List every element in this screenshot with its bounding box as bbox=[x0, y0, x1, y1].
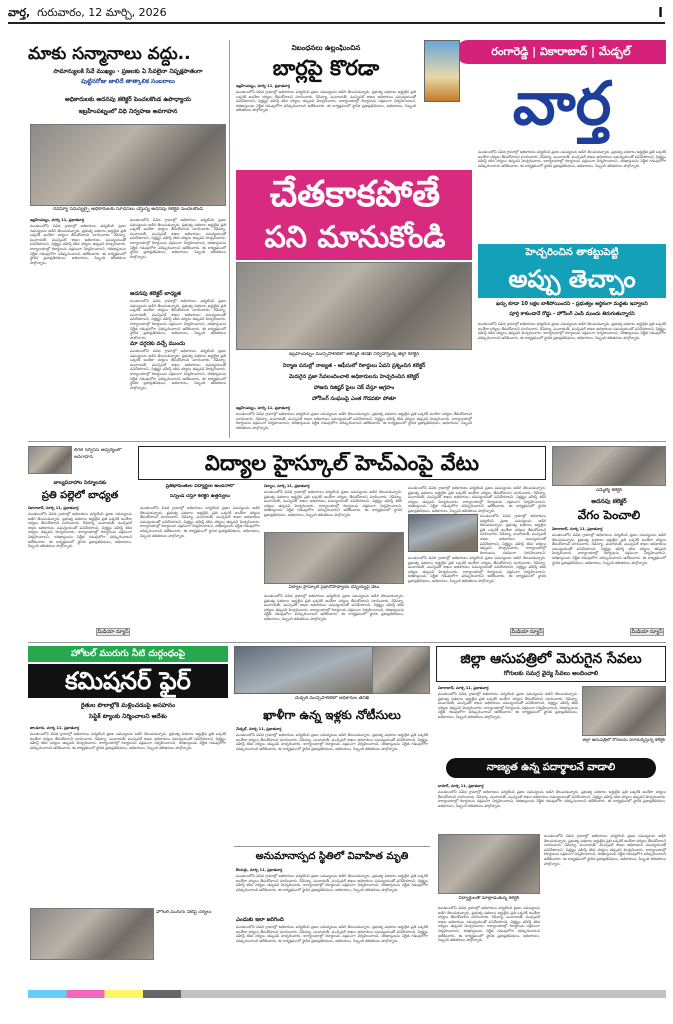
story6-photo bbox=[28, 446, 72, 474]
story5-headline: విద్యాల హైస్కూల్ హెచ్ఎంపై వేటు bbox=[204, 451, 480, 475]
story6-caption: లీగల్ సర్వీసెస్ ఆధ్వర్యంలో అవగాహన bbox=[74, 448, 122, 460]
story5-photo bbox=[264, 532, 404, 584]
story7-kicker: అదనపు కలెక్టర్ bbox=[591, 498, 627, 505]
story5-sub1: ప్రతిభావంతుల విద్యార్థుల అంచనాలో bbox=[165, 484, 235, 489]
story5-lead: విద్యాల, మార్చి 11, ప్రభాతవార్త bbox=[264, 484, 310, 488]
right-column-body: మండలంలోని వివిధ గ్రామాల్లో అధికారులు పర్యటించి ప్రజల సమస్యలను అడిగి తెలుసుకున్నారు. ప్రభుత్వ పథకాలు అర్హులైన ప్రతి ఒక్కరికీ అందేలా చర్యలు తీసుకోవాలని సూచించారు. రెవెన్యూ, పంచాయతీ, మున్సిపల్ శాఖల అధికారులు సమన్వయంతో పనిచేయాలని, నిర్లక్ష్యం వహిస్తే కఠిన చర్యలు తప్పవని హెచ్చరించారు. కార్యాలయాల్లో రికార్డులను సక్రమంగా నిర్వహించాలని, దరఖాస్తులను నిర్ణీత గడువులోగా పరిష్కరించాలని ఆదేశించారు. ఈ కార్యక్రమంలో స్థానిక ప్రజాప్రతినిధులు, అధికారులు, సిబ్బంది తదితరులు పాల్గొన్నారు. bbox=[478, 150, 666, 168]
page-header bbox=[8, 6, 665, 24]
story3-headline1: చేతకాకపోతే bbox=[269, 174, 441, 215]
district-banner bbox=[456, 40, 666, 64]
story12-body: మండలంలోని వివిధ గ్రామాల్లో అధికారులు పర్యటించి ప్రజల సమస్యలను అడిగి తెలుసుకున్నారు. ప్రభుత్వ పథకాలు అర్హులైన ప్రతి ఒక్కరికీ అందేలా చర్యలు తీసుకోవాలని సూచించారు. రెవెన్యూ, పంచాయతీ, మున్సిపల్ శాఖల అధికారులు సమన్వయంతో పనిచేయాలని, నిర్లక్ష్యం వహిస్తే కఠిన చర్యలు తప్పవని హెచ్చరించారు. కార్యాలయాల్లో రికార్డులను సక్రమంగా నిర్వహించాలని, దరఖాస్తులను నిర్ణీత గడువులోగా పరిష్కరించాలని ఆదేశించారు. ఈ కార్యక్రమంలో స్థానిక ప్రజాప్రతినిధులు, అధికారులు, సిబ్బంది తదితరులు పాల్గొన్నారు. bbox=[438, 790, 666, 808]
story9-headline: ఖాళీగా ఉన్న ఇళ్లకు నోటీసులు bbox=[263, 708, 401, 722]
story3-sub4: హోసింగ్ సంఘంపై ఎంత గొడవకూ పోతూ bbox=[312, 396, 396, 402]
story1-sub2: పుట్టినరోజు జాలిదే తాత్కాలిక సంబరాలు bbox=[81, 78, 175, 85]
divider-2 bbox=[28, 642, 666, 643]
paper-name: వార్త, bbox=[8, 6, 31, 19]
story5-body-right3: మండలంలోని వివిధ గ్రామాల్లో అధికారులు పర్యటించి ప్రజల సమస్యలను అడిగి తెలుసుకున్నారు. ప్రభుత్వ పథకాలు అర్హులైన ప్రతి ఒక్కరికీ అందేలా చర్యలు తీసుకోవాలని సూచించారు. రెవెన్యూ, పంచాయతీ, మున్సిపల్ శాఖల అధికారులు సమన్వయంతో పనిచేయాలని, నిర్లక్ష్యం వహిస్తే కఠిన చర్యలు తప్పవని హెచ్చరించారు. కార్యాలయాల్లో రికార్డులను సక్రమంగా నిర్వహించాలని, దరఖాస్తులను నిర్ణీత గడువులోగా పరిష్కరించాలని ఆదేశించారు. ఈ కార్యక్రమంలో స్థానిక ప్రజాప్రతినిధులు, అధికారులు, సిబ్బంది తదితరులు పాల్గొన్నారు. bbox=[408, 556, 546, 583]
story7-body: మండలంలోని వివిధ గ్రామాల్లో అధికారులు పర్యటించి ప్రజల సమస్యలను అడిగి తెలుసుకున్నారు. ప్రభుత్వ పథకాలు అర్హులైన ప్రతి ఒక్కరికీ అందేలా చర్యలు తీసుకోవాలని సూచించారు. రెవెన్యూ, పంచాయతీ, మున్సిపల్ శాఖల అధికారులు సమన్వయంతో పనిచేయాలని, నిర్లక్ష్యం వహిస్తే కఠిన చర్యలు తప్పవని హెచ్చరించారు. కార్యాలయాల్లో రికార్డులను సక్రమంగా నిర్వహించాలని, దరఖాస్తులను నిర్ణీత గడువులోగా పరిష్కరించాలని ఆదేశించారు. ఈ కార్యక్రమంలో స్థానిక ప్రజాప్రతినిధులు, అధికారులు, సిబ్బంది తదితరులు పాల్గొన్నారు. bbox=[552, 533, 666, 565]
story5-body: మండలంలోని వివిధ గ్రామాల్లో అధికారులు పర్యటించి ప్రజల సమస్యలను అడిగి తెలుసుకున్నారు. ప్రభుత్వ పథకాలు అర్హులైన ప్రతి ఒక్కరికీ అందేలా చర్యలు తీసుకోవాలని సూచించారు. రెవెన్యూ, పంచాయతీ, మున్సిపల్ శాఖల అధికారులు సమన్వయంతో పనిచేయాలని, నిర్లక్ష్యం వహిస్తే కఠిన చర్యలు తప్పవని హెచ్చరించారు. కార్యాలయాల్లో రికార్డులను సక్రమంగా నిర్వహించాలని, దరఖాస్తులను నిర్ణీత గడువులోగా పరిష్కరించాలని ఆదేశించారు. ఈ కార్యక్రమంలో స్థానిక ప్రజాప్రతినిధులు, అధికారులు, సిబ్బంది తదితరులు పాల్గొన్నారు. bbox=[264, 490, 402, 517]
reporter-badge-3: మీడియా న్యూస్ bbox=[631, 629, 663, 635]
story9-caption: మేడ్చల్ మున్సిపాలిటీలో అధికారుల తనిఖీ bbox=[294, 696, 370, 701]
story2-headline: బార్లపై కొరడా bbox=[272, 56, 380, 80]
story12-lead: ధారూర్, మార్చి 11, ప్రభాతవార్త bbox=[438, 784, 484, 788]
story1-lead: ఇబ్రహీంపట్నం, మార్చి 11, ప్రభాతవార్త bbox=[30, 218, 84, 222]
story1-body: మండలంలోని వివిధ గ్రామాల్లో అధికారులు పర్యటించి ప్రజల సమస్యలను అడిగి తెలుసుకున్నారు. ప్రభుత్వ పథకాలు అర్హులైన ప్రతి ఒక్కరికీ అందేలా చర్యలు తీసుకోవాలని సూచించారు. రెవెన్యూ, పంచాయతీ, మున్సిపల్ శాఖల అధికారులు సమన్వయంతో పనిచేయాలని, నిర్లక్ష్యం వహిస్తే కఠిన చర్యలు తప్పవని హెచ్చరించారు. కార్యాలయాల్లో రికార్డులను సక్రమంగా నిర్వహించాలని, దరఖాస్తులను నిర్ణీత గడువులోగా పరిష్కరించాలని ఆదేశించారు. ఈ కార్యక్రమంలో స్థానిక ప్రజాప్రతినిధులు, అధికారులు, సిబ్బంది తదితరులు పాల్గొన్నారు. bbox=[30, 224, 126, 265]
story10-headline: అనుమానాస్పద స్థితిలో వివాహిత మృతి bbox=[255, 851, 409, 862]
story12-photo bbox=[438, 834, 540, 894]
story12-body3: మండలంలోని వివిధ గ్రామాల్లో అధికారులు పర్యటించి ప్రజల సమస్యలను అడిగి తెలుసుకున్నారు. ప్రభుత్వ పథకాలు అర్హులైన ప్రతి ఒక్కరికీ అందేలా చర్యలు తీసుకోవాలని సూచించారు. రెవెన్యూ, పంచాయతీ, మున్సిపల్ శాఖల అధికారులు సమన్వయంతో పనిచేయాలని, నిర్లక్ష్యం వహిస్తే కఠిన చర్యలు తప్పవని హెచ్చరించారు. కార్యాలయాల్లో రికార్డులను సక్రమంగా నిర్వహించాలని, దరఖాస్తులను నిర్ణీత గడువులోగా పరిష్కరించాలని ఆదేశించారు. ఈ కార్యక్రమంలో స్థానిక ప్రజాప్రతినిధులు, అధికారులు, సిబ్బంది తదితరులు పాల్గొన్నారు. bbox=[438, 906, 540, 943]
story11-body: మండలంలోని వివిధ గ్రామాల్లో అధికారులు పర్యటించి ప్రజల సమస్యలను అడిగి తెలుసుకున్నారు. ప్రభుత్వ పథకాలు అర్హులైన ప్రతి ఒక్కరికీ అందేలా చర్యలు తీసుకోవాలని సూచించారు. రెవెన్యూ, పంచాయతీ, మున్సిపల్ శాఖల అధికారులు సమన్వయంతో పనిచేయాలని, నిర్లక్ష్యం వహిస్తే కఠిన చర్యలు తప్పవని హెచ్చరించారు. కార్యాలయాల్లో రికార్డులను సక్రమంగా నిర్వహించాలని, దరఖాస్తులను నిర్ణీత గడువులోగా పరిష్కరించాలని ఆదేశించారు. ఈ కార్యక్రమంలో స్థానిక ప్రజాప్రతినిధులు, అధికారులు, సిబ్బంది తదితరులు పాల్గొన్నారు. bbox=[438, 692, 578, 719]
story6-headline: ప్రతి పల్లెలో బాధ్యత bbox=[41, 490, 119, 501]
issue-date: గురువారం, 12 మార్చి, 2026 bbox=[37, 6, 167, 19]
story4-body: మండలంలోని వివిధ గ్రామాల్లో అధికారులు పర్యటించి ప్రజల సమస్యలను అడిగి తెలుసుకున్నారు. ప్రభుత్వ పథకాలు అర్హులైన ప్రతి ఒక్కరికీ అందేలా చర్యలు తీసుకోవాలని సూచించారు. రెవెన్యూ, పంచాయతీ, మున్సిపల్ శాఖల అధికారులు సమన్వయంతో పనిచేయాలని, నిర్లక్ష్యం వహిస్తే కఠిన చర్యలు తప్పవని హెచ్చరించారు. కార్యాలయాల్లో రికార్డులను సక్రమంగా నిర్వహించాలని, దరఖాస్తులను నిర్ణీత గడువులోగా పరిష్కరించాలని ఆదేశించారు. ఈ కార్యక్రమంలో స్థానిక ప్రజాప్రతినిధులు, అధికారులు, సిబ్బంది తదితరులు పాల్గొన్నారు. bbox=[478, 322, 666, 340]
story8-lead: తాండూరు, మార్చి 11, ప్రభాతవార్త bbox=[30, 726, 80, 730]
story9-photo2 bbox=[372, 646, 430, 694]
story3-sub1: నిర్మాణ పనుల్లో నాణ్యత - ఆఫీసులో రికార్డులు ఏవని ప్రశ్నించిన కలెక్టర్ bbox=[282, 363, 426, 369]
story1-photo bbox=[30, 124, 226, 206]
story9-lead: మేడ్చల్, మార్చి 11, ప్రభాతవార్త bbox=[236, 727, 282, 731]
story11-caption: జిల్లా ఆసుపత్రిలో రోగులను పరామర్శిస్తున్న కలెక్టర్ bbox=[582, 738, 666, 743]
story4-headline: అప్పు తెచ్చాం bbox=[508, 265, 636, 293]
story11-headline: జిల్లా ఆసుపత్రిలో మెరుగైన సేవలు bbox=[460, 651, 642, 667]
story10-subhead: ఎందుకు ఇలా జరిగింది bbox=[236, 917, 284, 923]
district-names: రంగారెడ్డి | వికారాబాద్ | మేడ్చల్ bbox=[491, 45, 631, 58]
story5-body-left: మండలంలోని వివిధ గ్రామాల్లో అధికారులు పర్యటించి ప్రజల సమస్యలను అడిగి తెలుసుకున్నారు. ప్రభుత్వ పథకాలు అర్హులైన ప్రతి ఒక్కరికీ అందేలా చర్యలు తీసుకోవాలని సూచించారు. రెవెన్యూ, పంచాయతీ, మున్సిపల్ శాఖల అధికారులు సమన్వయంతో పనిచేయాలని, నిర్లక్ష్యం వహిస్తే కఠిన చర్యలు తప్పవని హెచ్చరించారు. కార్యాలయాల్లో రికార్డులను సక్రమంగా నిర్వహించాలని, దరఖాస్తులను నిర్ణీత గడువులోగా పరిష్కరించాలని ఆదేశించారు. ఈ కార్యక్రమంలో స్థానిక ప్రజాప్రతినిధులు, అధికారులు, సిబ్బంది తదితరులు పాల్గొన్నారు. bbox=[140, 506, 260, 538]
story12-body2: మండలంలోని వివిధ గ్రామాల్లో అధికారులు పర్యటించి ప్రజల సమస్యలను అడిగి తెలుసుకున్నారు. ప్రభుత్వ పథకాలు అర్హులైన ప్రతి ఒక్కరికీ అందేలా చర్యలు తీసుకోవాలని సూచించారు. రెవెన్యూ, పంచాయతీ, మున్సిపల్ శాఖల అధికారులు సమన్వయంతో పనిచేయాలని, నిర్లక్ష్యం వహిస్తే కఠిన చర్యలు తప్పవని హెచ్చరించారు. కార్యాలయాల్లో రికార్డులను సక్రమంగా నిర్వహించాలని, దరఖాస్తులను నిర్ణీత గడువులోగా పరిష్కరించాలని ఆదేశించారు. ఈ కార్యక్రమంలో స్థానిక ప్రజాప్రతినిధులు, అధికారులు, సిబ్బంది తదితరులు పాల్గొన్నారు. bbox=[544, 834, 666, 866]
story3-sub3: హాజరు రిజిష్టర్ ఫైలు చెక్ చేస్తూ ఆగ్రహం bbox=[313, 385, 395, 391]
story10-lead: కొందుర్గు, మార్చి 11, ప్రభాతవార్త bbox=[236, 868, 283, 872]
story1-body2: మండలంలోని వివిధ గ్రామాల్లో అధికారులు పర్యటించి ప్రజల సమస్యలను అడిగి తెలుసుకున్నారు. ప్రభుత్వ పథకాలు అర్హులైన ప్రతి ఒక్కరికీ అందేలా చర్యలు తీసుకోవాలని సూచించారు. రెవెన్యూ, పంచాయతీ, మున్సిపల్ శాఖల అధికారులు సమన్వయంతో పనిచేయాలని, నిర్లక్ష్యం వహిస్తే కఠిన చర్యలు తప్పవని హెచ్చరించారు. కార్యాలయాల్లో రికార్డులను సక్రమంగా నిర్వహించాలని, దరఖాస్తులను నిర్ణీత గడువులోగా పరిష్కరించాలని ఆదేశించారు. ఈ కార్యక్రమంలో స్థానిక ప్రజాప్రతినిధులు, అధికారులు, సిబ్బంది తదితరులు పాల్గొన్నారు. bbox=[130, 218, 226, 259]
story3-lead: ఇబ్రహీంపట్నం, మార్చి 11, ప్రభాతవార్త bbox=[236, 406, 290, 410]
divider-3 bbox=[234, 846, 430, 847]
story8-body: మండలంలోని వివిధ గ్రామాల్లో అధికారులు పర్యటించి ప్రజల సమస్యలను అడిగి తెలుసుకున్నారు. ప్రభుత్వ పథకాలు అర్హులైన ప్రతి ఒక్కరికీ అందేలా చర్యలు తీసుకోవాలని సూచించారు. రెవెన్యూ, పంచాయతీ, మున్సిపల్ శాఖల అధికారులు సమన్వయంతో పనిచేయాలని, నిర్లక్ష్యం వహిస్తే కఠిన చర్యలు తప్పవని హెచ్చరించారు. కార్యాలయాల్లో రికార్డులను సక్రమంగా నిర్వహించాలని, దరఖాస్తులను నిర్ణీత గడువులోగా పరిష్కరించాలని ఆదేశించారు. ఈ కార్యక్రమంలో స్థానిక ప్రజాప్రతినిధులు, అధికారులు, సిబ్బంది తదితరులు పాల్గొన్నారు. bbox=[30, 732, 226, 750]
story4-sub2: పూర్తి కాకుండానే రోడ్డు - హోసింగ్ ఎంపీ ముందు తిరుగుతున్నారని bbox=[509, 311, 635, 317]
story7-photo bbox=[552, 446, 666, 486]
paper-logo: వార్త bbox=[512, 69, 612, 139]
story6-lead: వికారాబాద్, మార్చి 11, ప్రభాతవార్త bbox=[28, 506, 79, 510]
story3-headline2: పని మానుకోండి bbox=[264, 220, 446, 255]
story1-headline: మాకు సన్మానాలు వద్దు.. bbox=[28, 44, 191, 64]
story8-caption: హోటల్ మురుగు నీటిపై చర్యలు bbox=[156, 910, 212, 915]
story2-kicker: నిబంధనలు ఉల్లంఘించిన bbox=[291, 44, 361, 52]
story1-subhead: అదనపు కలెక్టర్ బాధ్యత bbox=[130, 291, 181, 297]
story4-sub: ఖర్చు కూడా 10 లక్షల బాకీపోయిందని - ప్రభుత్వం ఆర్థికంగా మద్దతు ఇవ్వాలని bbox=[496, 301, 648, 307]
story1-body4: మండలంలోని వివిధ గ్రామాల్లో అధికారులు పర్యటించి ప్రజల సమస్యలను అడిగి తెలుసుకున్నారు. ప్రభుత్వ పథకాలు అర్హులైన ప్రతి ఒక్కరికీ అందేలా చర్యలు తీసుకోవాలని సూచించారు. రెవెన్యూ, పంచాయతీ, మున్సిపల్ శాఖల అధికారులు సమన్వయంతో పనిచేయాలని, నిర్లక్ష్యం వహిస్తే కఠిన చర్యలు తప్పవని హెచ్చరించారు. కార్యాలయాల్లో రికార్డులను సక్రమంగా నిర్వహించాలని, దరఖాస్తులను నిర్ణీత గడువులోగా పరిష్కరించాలని ఆదేశించారు. ఈ కార్యక్రమంలో స్థానిక ప్రజాప్రతినిధులు, అధికారులు, సిబ్బంది తదితరులు పాల్గొన్నారు. bbox=[130, 349, 226, 390]
story5-caption: విద్యాల హైస్కూల్ ప్రధానోపాధ్యాయ చెన్నయ్యపై వేటు bbox=[288, 585, 380, 590]
story8-headline: కమిషనర్ ఫైర్ bbox=[65, 667, 191, 695]
story8-photo bbox=[30, 908, 154, 960]
story6-kicker: బాల్యవివాహాల నిర్మూలనకు bbox=[53, 480, 107, 486]
story1-caption: రెవెన్యూ సమస్యల్పై అధికారులకు సూచనలు చేస్తున్న అదనపు కలెక్టర్ పెంచలకొండ bbox=[53, 207, 203, 212]
story11-sub: రోగులకు సమగ్ర వైద్య సేవలు అందించాలి bbox=[503, 670, 599, 677]
story3-caption: ఇబ్రహీంపట్నం మున్సిపాలిటీలో ఆకస్మిక తనిఖీ నిర్వహిస్తున్న జిల్లా కలెక్టర్ bbox=[288, 352, 420, 357]
story6-body: మండలంలోని వివిధ గ్రామాల్లో అధికారులు పర్యటించి ప్రజల సమస్యలను అడిగి తెలుసుకున్నారు. ప్రభుత్వ పథకాలు అర్హులైన ప్రతి ఒక్కరికీ అందేలా చర్యలు తీసుకోవాలని సూచించారు. రెవెన్యూ, పంచాయతీ, మున్సిపల్ శాఖల అధికారులు సమన్వయంతో పనిచేయాలని, నిర్లక్ష్యం వహిస్తే కఠిన చర్యలు తప్పవని హెచ్చరించారు. కార్యాలయాల్లో రికార్డులను సక్రమంగా నిర్వహించాలని, దరఖాస్తులను నిర్ణీత గడువులోగా పరిష్కరించాలని ఆదేశించారు. ఈ కార్యక్రమంలో స్థానిక ప్రజాప్రతినిధులు, అధికారులు, సిబ్బంది తదితరులు పాల్గొన్నారు. bbox=[28, 512, 132, 549]
story8-sub2: సెఫ్టిక్ ట్యాంకు నిర్మించాలని ఆదేశం bbox=[89, 713, 167, 720]
story12-caption: విద్యార్థులతో మాట్లాడుతున్న కలెక్టర్ bbox=[458, 896, 520, 901]
story4-kicker: హెచ్చరించిన తాకట్టుపెట్టి bbox=[525, 247, 619, 258]
story10-body2: మండలంలోని వివిధ గ్రామాల్లో అధికారులు పర్యటించి ప్రజల సమస్యలను అడిగి తెలుసుకున్నారు. ప్రభుత్వ పథకాలు అర్హులైన ప్రతి ఒక్కరికీ అందేలా చర్యలు తీసుకోవాలని సూచించారు. రెవెన్యూ, పంచాయతీ, మున్సిపల్ శాఖల అధికారులు సమన్వయంతో పనిచేయాలని, నిర్లక్ష్యం వహిస్తే కఠిన చర్యలు తప్పవని హెచ్చరించారు. కార్యాలయాల్లో రికార్డులను సక్రమంగా నిర్వహించాలని, దరఖాస్తులను నిర్ణీత గడువులోగా పరిష్కరించాలని ఆదేశించారు. ఈ కార్యక్రమంలో స్థానిక ప్రజాప్రతినిధులు, అధికారులు, సిబ్బంది తదితరులు పాల్గొన్నారు. bbox=[236, 925, 428, 943]
story1-sub3: అధికారులకు అదనపు కలెక్టర్ పెంచలకొండ ఉపాధ్యాయ bbox=[64, 96, 192, 103]
story5-sub2: సస్పెండ్ చేస్తూ కలెక్టర్ ఉత్తర్వులు bbox=[169, 494, 231, 499]
story2-body: మండలంలోని వివిధ గ్రామాల్లో అధికారులు పర్యటించి ప్రజల సమస్యలను అడిగి తెలుసుకున్నారు. ప్రభుత్వ పథకాలు అర్హులైన ప్రతి ఒక్కరికీ అందేలా చర్యలు తీసుకోవాలని సూచించారు. రెవెన్యూ, పంచాయతీ, మున్సిపల్ శాఖల అధికారులు సమన్వయంతో పనిచేయాలని, నిర్లక్ష్యం వహిస్తే కఠిన చర్యలు తప్పవని హెచ్చరించారు. కార్యాలయాల్లో రికార్డులను సక్రమంగా నిర్వహించాలని, దరఖాస్తులను నిర్ణీత గడువులోగా పరిష్కరించాలని ఆదేశించారు. ఈ కార్యక్రమంలో స్థానిక ప్రజాప్రతినిధులు, అధికారులు, సిబ్బంది తదితరులు పాల్గొన్నారు. bbox=[236, 90, 416, 113]
column-divider bbox=[229, 40, 230, 438]
story11-lead: వికారాబాద్, మార్చి 11, ప్రభాతవార్త bbox=[438, 686, 489, 690]
story3-sub2: మెరుగైన ప్రజా సేవలందించాలి అధికారులను హెచ్చరించిన కలెక్టర్ bbox=[288, 374, 420, 380]
story1-sub4: ఇబ్రహీంపట్నంలో విధి నిర్వహణ అవగాహన bbox=[78, 108, 178, 115]
story10-body: మండలంలోని వివిధ గ్రామాల్లో అధికారులు పర్యటించి ప్రజల సమస్యలను అడిగి తెలుసుకున్నారు. ప్రభుత్వ పథకాలు అర్హులైన ప్రతి ఒక్కరికీ అందేలా చర్యలు తీసుకోవాలని సూచించారు. రెవెన్యూ, పంచాయతీ, మున్సిపల్ శాఖల అధికారులు సమన్వయంతో పనిచేయాలని, నిర్లక్ష్యం వహిస్తే కఠిన చర్యలు తప్పవని హెచ్చరించారు. కార్యాలయాల్లో రికార్డులను సక్రమంగా నిర్వహించాలని, దరఖాస్తులను నిర్ణీత గడువులోగా పరిష్కరించాలని ఆదేశించారు. ఈ కార్యక్రమంలో స్థానిక ప్రజాప్రతినిధులు, అధికారులు, సిబ్బంది తదితరులు పాల్గొన్నారు. bbox=[236, 874, 428, 892]
story7-caption: ఎమ్మెల్యే కలెక్టర్ bbox=[595, 488, 623, 493]
story1-sub1: సామాన్యులకి సేవే ముఖ్యం - ప్రజలకు ఏ సేవలైనా నిష్పక్షపాతంగా bbox=[53, 68, 203, 75]
registration-bar bbox=[28, 990, 666, 998]
story5-body-right: మండలంలోని వివిధ గ్రామాల్లో అధికారులు పర్యటించి ప్రజల సమస్యలను అడిగి తెలుసుకున్నారు. ప్రభుత్వ పథకాలు అర్హులైన ప్రతి ఒక్కరికీ అందేలా చర్యలు తీసుకోవాలని సూచించారు. రెవెన్యూ, పంచాయతీ, మున్సిపల్ శాఖల అధికారులు సమన్వయంతో పనిచేయాలని, నిర్లక్ష్యం వహిస్తే కఠిన చర్యలు తప్పవని హెచ్చరించారు. కార్యాలయాల్లో రికార్డులను సక్రమంగా నిర్వహించాలని, దరఖాస్తులను నిర్ణీత గడువులోగా పరిష్కరించాలని ఆదేశించారు. ఈ కార్యక్రమంలో స్థానిక ప్రజాప్రతినిధులు, అధికారులు, సిబ్బంది తదితరులు పాల్గొన్నారు. bbox=[408, 486, 546, 513]
story1-body3: మండలంలోని వివిధ గ్రామాల్లో అధికారులు పర్యటించి ప్రజల సమస్యలను అడిగి తెలుసుకున్నారు. ప్రభుత్వ పథకాలు అర్హులైన ప్రతి ఒక్కరికీ అందేలా చర్యలు తీసుకోవాలని సూచించారు. రెవెన్యూ, పంచాయతీ, మున్సిపల్ శాఖల అధికారులు సమన్వయంతో పనిచేయాలని, నిర్లక్ష్యం వహిస్తే కఠిన చర్యలు తప్పవని హెచ్చరించారు. కార్యాలయాల్లో రికార్డులను సక్రమంగా నిర్వహించాలని, దరఖాస్తులను నిర్ణీత గడువులోగా పరిష్కరించాలని ఆదేశించారు. ఈ కార్యక్రమంలో స్థానిక ప్రజాప్రతినిధులు, అధికారులు, సిబ్బంది తదితరులు పాల్గొన్నారు. bbox=[130, 299, 226, 339]
story8-kicker: హోటల్ మురుగు నీటి దుర్గంధంపై bbox=[70, 649, 186, 659]
story7-lead: వికారాబాద్, మార్చి 11, ప్రభాతవార్త bbox=[552, 527, 603, 531]
story1-subhead2: మా దగ్గరకు వచ్చే ముందు bbox=[130, 341, 185, 347]
story11-photo bbox=[582, 686, 666, 736]
story3-photo bbox=[236, 262, 472, 350]
story5-body-mid: మండలంలోని వివిధ గ్రామాల్లో అధికారులు పర్యటించి ప్రజల సమస్యలను అడిగి తెలుసుకున్నారు. ప్రభుత్వ పథకాలు అర్హులైన ప్రతి ఒక్కరికీ అందేలా చర్యలు తీసుకోవాలని సూచించారు. రెవెన్యూ, పంచాయతీ, మున్సిపల్ శాఖల అధికారులు సమన్వయంతో పనిచేయాలని, నిర్లక్ష్యం వహిస్తే కఠిన చర్యలు తప్పవని హెచ్చరించారు. కార్యాలయాల్లో రికార్డులను సక్రమంగా నిర్వహించాలని, దరఖాస్తులను నిర్ణీత గడువులోగా పరిష్కరించాలని ఆదేశించారు. ఈ కార్యక్రమంలో స్థానిక ప్రజాప్రతినిధులు, అధికారులు, సిబ్బంది తదితరులు పాల్గొన్నారు. bbox=[264, 594, 404, 621]
temple-image bbox=[424, 40, 460, 102]
story9-body: మండలంలోని వివిధ గ్రామాల్లో అధికారులు పర్యటించి ప్రజల సమస్యలను అడిగి తెలుసుకున్నారు. ప్రభుత్వ పథకాలు అర్హులైన ప్రతి ఒక్కరికీ అందేలా చర్యలు తీసుకోవాలని సూచించారు. రెవెన్యూ, పంచాయతీ, మున్సిపల్ శాఖల అధికారులు సమన్వయంతో పనిచేయాలని, నిర్లక్ష్యం వహిస్తే కఠిన చర్యలు తప్పవని హెచ్చరించారు. కార్యాలయాల్లో రికార్డులను సక్రమంగా నిర్వహించాలని, దరఖాస్తులను నిర్ణీత గడువులోగా పరిష్కరించాలని ఆదేశించారు. ఈ కార్యక్రమంలో స్థానిక ప్రజాప్రతినిధులు, అధికారులు, సిబ్బంది తదితరులు పాల్గొన్నారు. bbox=[236, 733, 428, 751]
story3-body: మండలంలోని వివిధ గ్రామాల్లో అధికారులు పర్యటించి ప్రజల సమస్యలను అడిగి తెలుసుకున్నారు. ప్రభుత్వ పథకాలు అర్హులైన ప్రతి ఒక్కరికీ అందేలా చర్యలు తీసుకోవాలని సూచించారు. రెవెన్యూ, పంచాయతీ, మున్సిపల్ శాఖల అధికారులు సమన్వయంతో పనిచేయాలని, నిర్లక్ష్యం వహిస్తే కఠిన చర్యలు తప్పవని హెచ్చరించారు. కార్యాలయాల్లో రికార్డులను సక్రమంగా నిర్వహించాలని, దరఖాస్తులను నిర్ణీత గడువులోగా పరిష్కరించాలని ఆదేశించారు. ఈ కార్యక్రమంలో స్థానిక ప్రజాప్రతినిధులు, అధికారులు, సిబ్బంది తదితరులు పాల్గొన్నారు. bbox=[236, 412, 472, 430]
story7-headline: వేగం పెంచాలి bbox=[577, 508, 641, 522]
story12-headline: నాణ్యత ఉన్న పదార్థాలనే వాడాలి bbox=[486, 762, 616, 773]
story2-lead: ఇబ్రహీంపట్నం, మార్చి 11, ప్రభాతవార్త bbox=[236, 84, 290, 88]
divider bbox=[28, 441, 666, 442]
story5-photo2 bbox=[408, 514, 478, 552]
reporter-badge-2: మీడియా న్యూస్ bbox=[511, 629, 543, 635]
story5-body-right2: మండలంలోని వివిధ గ్రామాల్లో అధికారులు పర్యటించి ప్రజల సమస్యలను అడిగి తెలుసుకున్నారు. ప్రభుత్వ పథకాలు అర్హులైన ప్రతి ఒక్కరికీ అందేలా చర్యలు తీసుకోవాలని సూచించారు. రెవెన్యూ, పంచాయతీ, మున్సిపల్ శాఖల అధికారులు సమన్వయంతో పనిచేయాలని, నిర్లక్ష్యం వహిస్తే కఠిన చర్యలు తప్పవని హెచ్చరించారు. కార్యాలయాల్లో రికార్డులను సక్రమంగా నిర్వహించాలని, bbox=[480, 514, 546, 554]
page-number: I bbox=[658, 6, 663, 21]
reporter-badge: మీడియా న్యూస్ bbox=[97, 629, 129, 635]
story8-sub1: రైతుల పొలాల్లోకి మళ్లించడంపై అసహనం bbox=[80, 702, 176, 709]
